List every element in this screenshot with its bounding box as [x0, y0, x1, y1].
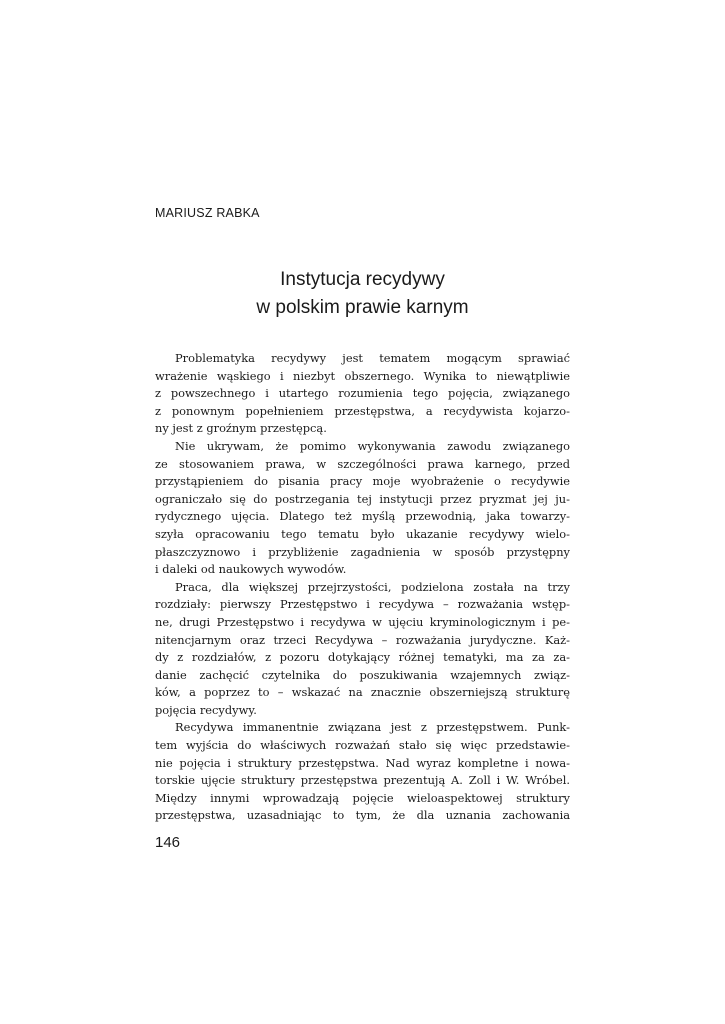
body-line: z powszechnego i utartego rozumienia tego pojęcia, związanego: [155, 386, 570, 401]
body-line: szyła opracowaniu tego tematu było ukazanie recydywy wielo-: [155, 526, 570, 541]
body-line: wrażenie wąskiego i niezbyt obszernego. Wynika to niewątpliwie: [155, 368, 570, 383]
body-line: ny jest z groźnym przestępcą.: [155, 421, 327, 436]
body-line: rozdziały: pierwszy Przestępstwo i recydywa – rozważania wstęp-: [155, 597, 570, 612]
body-line: i daleki od naukowych wywodów.: [155, 562, 347, 577]
body-line: Nie ukrywam, że pomimo wykonywania zawodu związanego: [175, 438, 570, 453]
body-line: nitencjarnym oraz trzeci Recydywa – rozważania jurydyczne. Każ-: [155, 632, 570, 647]
body-line: pojęcia recydywy.: [155, 702, 257, 717]
body-line: dy z rozdziałów, z pozoru dotykający różnej tematyki, ma za za-: [155, 650, 570, 665]
body-line: Problematyka recydywy jest tematem mogącym sprawiać: [175, 351, 570, 365]
title-line: Instytucja recydywy: [280, 269, 445, 290]
body-line: nie pojęcia i struktury przestępstwa. Nad wyraz kompletne i nowa-: [155, 755, 570, 770]
body-line: przystąpieniem do pisania pracy moje wyobrażenie o recydywie: [155, 474, 570, 489]
body-line: ne, drugi Przestępstwo i recydywa w ujęciu kryminologicznym i pe-: [155, 614, 570, 629]
article-title: [155, 266, 570, 322]
body-line: torskie ujęcie struktury przestępstwa prezentują A. Zoll i W. Wróbel.: [155, 773, 570, 788]
body-line: Recydywa immanentnie związana jest z przestępstwem. Punk-: [175, 720, 570, 735]
body-line: płaszczyznowo i przybliżenie zagadnienia w sposób przystępny: [155, 544, 570, 559]
body-line: danie zachęcić czytelnika do poszukiwania wzajemnych związ-: [155, 667, 570, 682]
body-line: ze stosowaniem prawa, w szczególności prawa karnego, przed: [155, 456, 570, 471]
body-line: Praca, dla większej przejrzystości, podzielona została na trzy: [175, 579, 570, 594]
body-line: ograniczało się do postrzegania tej instytucji przez pryzmat jej ju-: [155, 491, 570, 506]
author-name: MARIUSZ RABKA: [155, 206, 260, 220]
body-line: przestępstwa, uzasadniając to tym, że dla uznania zachowania: [155, 808, 570, 823]
page-number: 146: [155, 834, 181, 851]
body-line: z ponownym popełnieniem przestępstwa, a recydywista kojarzo-: [155, 403, 570, 418]
body-line: rydycznego ujęcia. Dlatego też myślą przewodnią, jaka towarzy-: [155, 509, 570, 524]
body-line: Między innymi wprowadzają pojęcie wieloaspektowej struktury: [155, 790, 570, 805]
body-line: ków, a poprzez to – wskazać na znacznie obszerniejszą strukturę: [155, 685, 570, 700]
article-body: [155, 350, 570, 825]
body-line: tem wyjścia do właściwych rozważań stało się więc przedstawie-: [155, 738, 570, 753]
title-line: w polskim prawie karnym: [256, 297, 469, 318]
